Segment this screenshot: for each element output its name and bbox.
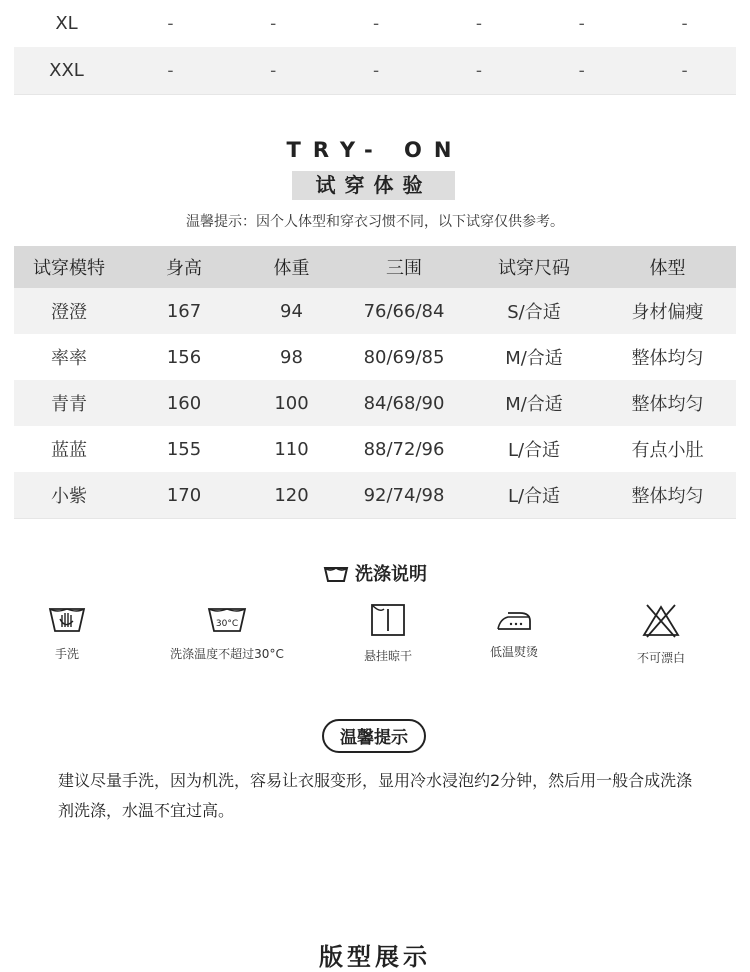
wash-title bbox=[0, 560, 750, 588]
size-row-xxl bbox=[14, 47, 736, 94]
size-row-xl bbox=[14, 0, 736, 47]
hand-wash-icon bbox=[0, 603, 137, 635]
header-cell: 体型 bbox=[649, 258, 686, 279]
size-cell: - bbox=[578, 13, 585, 34]
table-cell: 76/66/84 bbox=[363, 300, 445, 322]
size-cell: - bbox=[270, 60, 277, 81]
size-cell: - bbox=[475, 13, 482, 34]
wash-title-text: 洗涤说明 bbox=[355, 564, 427, 585]
table-cell: 155 bbox=[166, 438, 202, 460]
header-cell: 试穿尺码 bbox=[498, 258, 570, 279]
table-cell: 身材偏瘦 bbox=[631, 302, 704, 323]
hang-dry-icon bbox=[318, 603, 458, 637]
size-cell: - bbox=[167, 13, 174, 34]
wash-label: 洗涤温度不超过30°C bbox=[170, 647, 284, 661]
wash-icons bbox=[0, 603, 750, 683]
wash-30-icon bbox=[157, 603, 297, 635]
header-cell: 试穿模特 bbox=[33, 258, 105, 279]
table-cell: 小紫 bbox=[51, 486, 87, 507]
size-cell: - bbox=[681, 13, 688, 34]
size-cell: - bbox=[373, 13, 380, 34]
table-row bbox=[14, 472, 736, 518]
tryon-table-header bbox=[14, 246, 736, 288]
table-cell: 澄澄 bbox=[51, 302, 87, 323]
table-cell: M/合适 bbox=[505, 348, 563, 369]
table-cell: 蓝蓝 bbox=[51, 440, 87, 461]
table-cell: 120 bbox=[274, 484, 309, 506]
table-cell: 98 bbox=[280, 346, 303, 368]
wash-item bbox=[157, 603, 297, 662]
table-cell: S/合适 bbox=[507, 302, 561, 323]
table-cell: M/合适 bbox=[505, 394, 563, 415]
table-cell: L/合适 bbox=[507, 440, 561, 461]
size-cell: - bbox=[167, 60, 174, 81]
size-cell: - bbox=[475, 60, 482, 81]
table-cell: 整体均匀 bbox=[631, 348, 704, 369]
table-cell: 167 bbox=[166, 300, 202, 322]
table-cell: 有点小肚 bbox=[631, 440, 704, 461]
table-cell: 率率 bbox=[51, 348, 87, 369]
size-table bbox=[14, 0, 736, 95]
table-cell: 84/68/90 bbox=[363, 392, 445, 414]
wash-item bbox=[591, 603, 731, 666]
tryon-title-cn: 试穿体验 bbox=[292, 171, 455, 200]
table-cell: L/合适 bbox=[507, 486, 561, 507]
table-cell: 整体均匀 bbox=[631, 394, 704, 415]
size-cell: - bbox=[373, 60, 380, 81]
svg-text:30°C: 30°C bbox=[215, 619, 239, 629]
size-cell: - bbox=[578, 60, 585, 81]
table-row bbox=[14, 380, 736, 426]
tryon-tip: 温馨提示：因个人体型和穿衣习惯不同，以下试穿仅供参考。 bbox=[186, 214, 564, 230]
care-tip-text: 建议尽量手洗，因为机洗，容易让衣服变形，显用冷水浸泡约2分钟，然后用一般合成洗涤剂洗涤，水温不宜过高。 bbox=[58, 771, 693, 820]
table-cell: 160 bbox=[166, 392, 202, 414]
table-cell: 88/72/96 bbox=[363, 438, 445, 460]
size-label: XXL bbox=[49, 60, 84, 81]
tryon-table bbox=[14, 246, 736, 519]
size-cell: - bbox=[681, 60, 688, 81]
size-cell: - bbox=[270, 13, 277, 34]
table-cell: 156 bbox=[166, 346, 202, 368]
table-cell: 100 bbox=[274, 392, 309, 414]
low-iron-icon bbox=[444, 603, 584, 633]
header-cell: 体重 bbox=[273, 258, 310, 279]
wash-label: 低温熨烫 bbox=[489, 645, 538, 659]
table-cell: 94 bbox=[280, 300, 303, 322]
section-title: 版型展示 bbox=[319, 943, 431, 971]
table-cell: 青青 bbox=[51, 394, 87, 415]
table-row bbox=[14, 288, 736, 334]
wash-item bbox=[0, 603, 137, 662]
table-row bbox=[14, 334, 736, 380]
table-row bbox=[14, 426, 736, 472]
size-label: XL bbox=[55, 13, 78, 34]
no-bleach-icon bbox=[591, 603, 731, 639]
table-cell: 80/69/85 bbox=[363, 346, 445, 368]
wash-item bbox=[444, 603, 584, 660]
wash-basin-icon bbox=[323, 565, 349, 588]
wash-label: 不可漂白 bbox=[636, 651, 685, 665]
tryon-title-en: TRY- ON bbox=[286, 138, 464, 162]
header-cell: 身高 bbox=[166, 258, 202, 279]
table-cell: 整体均匀 bbox=[631, 486, 704, 507]
table-cell: 170 bbox=[166, 484, 202, 506]
table-cell: 92/74/98 bbox=[363, 484, 445, 506]
wash-item bbox=[318, 603, 458, 664]
wash-label: 悬挂晾干 bbox=[363, 649, 412, 663]
wash-label: 手洗 bbox=[54, 647, 79, 661]
table-cell: 110 bbox=[274, 438, 309, 460]
header-cell: 三围 bbox=[386, 258, 422, 279]
care-tip-title: 温馨提示 bbox=[322, 719, 426, 753]
